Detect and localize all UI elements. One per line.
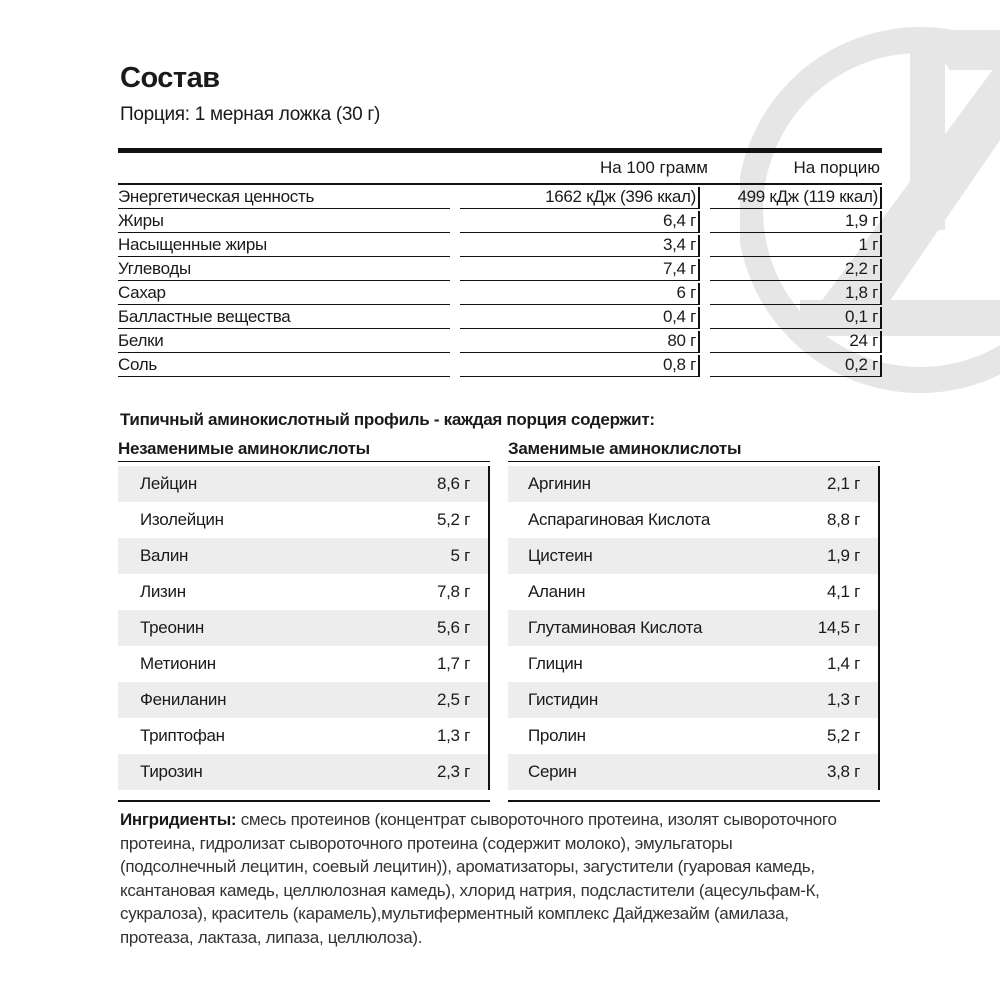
nutrient-name: Энергетическая ценность	[118, 187, 450, 209]
amino-name: Фениланин	[140, 690, 227, 709]
amino-value: 2,3 г	[436, 762, 470, 781]
amino-value: 1,3 г	[826, 690, 860, 709]
nutrient-per100: 6 г	[460, 283, 700, 305]
amino-value: 8,6 г	[436, 474, 470, 493]
amino-value: 7,8 г	[436, 582, 470, 601]
essential-amino-list	[118, 466, 490, 790]
amino-name: Серин	[528, 762, 577, 781]
table-bottom-rule	[508, 800, 880, 802]
nutrient-per100: 0,4 г	[460, 307, 700, 329]
table-row	[118, 209, 882, 233]
nutrient-serving: 1 г	[710, 235, 882, 257]
ingredients-paragraph	[120, 808, 840, 949]
table-bottom-rule	[118, 800, 490, 802]
nonessential-amino-title: Заменимые аминоклислоты	[508, 436, 880, 462]
amino-name: Лизин	[140, 582, 186, 601]
list-item	[118, 502, 488, 538]
nutrient-per100: 0,8 г	[460, 355, 700, 377]
nutrient-per100: 3,4 г	[460, 235, 700, 257]
nutrient-per100: 7,4 г	[460, 259, 700, 281]
list-item	[118, 466, 488, 502]
amino-name: Гистидин	[528, 690, 598, 709]
amino-profile-title: Типичный аминокислотный профиль - каждая порция содержит:	[120, 410, 655, 429]
table-row	[118, 257, 882, 281]
nutrient-serving: 24 г	[710, 331, 882, 353]
nutrient-per100: 6,4 г	[460, 211, 700, 233]
amino-value: 1,4 г	[826, 654, 860, 673]
amino-name: Треонин	[140, 618, 204, 637]
list-item	[508, 718, 878, 754]
essential-amino-title: Незаменимые аминоклислоты	[118, 436, 490, 462]
list-item	[508, 574, 878, 610]
nutrient-serving: 2,2 г	[710, 259, 882, 281]
nutrient-serving: 1,8 г	[710, 283, 882, 305]
amino-value: 1,9 г	[826, 546, 860, 565]
amino-value: 2,5 г	[436, 690, 470, 709]
amino-value: 3,8 г	[826, 762, 860, 781]
amino-value: 5,2 г	[826, 726, 860, 745]
ingredients-label: Ингридиенты:	[120, 810, 237, 829]
amino-name: Тирозин	[140, 762, 203, 781]
nutrient-name: Соль	[118, 355, 450, 377]
table-row	[118, 329, 882, 353]
table-row	[118, 185, 882, 209]
amino-name: Изолейцин	[140, 510, 224, 529]
amino-name: Глутаминовая Кислота	[528, 618, 703, 637]
table-row	[118, 305, 882, 329]
list-item	[508, 754, 878, 790]
amino-value: 5 г	[450, 546, 470, 565]
amino-value: 8,8 г	[826, 510, 860, 529]
amino-name: Пролин	[528, 726, 586, 745]
amino-name: Аспарагиновая Кислота	[528, 510, 711, 529]
header-per100: На 100 грамм	[599, 158, 708, 177]
nutrition-table	[118, 148, 882, 377]
list-item	[508, 682, 878, 718]
nutrient-name: Жиры	[118, 211, 450, 233]
amino-value: 1,7 г	[436, 654, 470, 673]
list-item	[118, 646, 488, 682]
nutrient-name: Белки	[118, 331, 450, 353]
amino-value: 14,5 г	[817, 618, 860, 637]
amino-name: Аргинин	[528, 474, 591, 493]
nutrient-name: Балластные вещества	[118, 307, 450, 329]
ingredients-text: смесь протеинов (концентрат сывороточного протеина, изолят сывороточного протеина, гидролизат сывороточного протеина (содержит молоко), эмульгаторы (подсолнечный лецитин, соевый лецитин)), ароматизаторы, загустители (гуаровая камедь, ксантановая камедь, целлюлозная камедь), хлорид натрия, подсластители (ацесульфам-К, сукралоза), краситель (карамель),мультиферментный комплекс Дайджезайм (амилаза, протеаза, лактаза, липаза, целлюлоза).	[120, 810, 837, 947]
amino-value: 1,3 г	[436, 726, 470, 745]
list-item	[118, 682, 488, 718]
amino-name: Триптофан	[140, 726, 225, 745]
table-row	[118, 233, 882, 257]
table-row	[118, 281, 882, 305]
nutrient-serving: 0,2 г	[710, 355, 882, 377]
nutrient-name: Насыщенные жиры	[118, 235, 450, 257]
amino-value: 2,1 г	[826, 474, 860, 493]
nonessential-amino-list	[508, 466, 880, 790]
amino-name: Метионин	[140, 654, 216, 673]
list-item	[118, 718, 488, 754]
page-title: Состав	[120, 62, 220, 94]
header-serving: На порцию	[793, 158, 880, 177]
nutrient-serving: 0,1 г	[710, 307, 882, 329]
list-item	[508, 502, 878, 538]
list-item	[508, 610, 878, 646]
amino-value: 4,1 г	[826, 582, 860, 601]
table-row	[118, 353, 882, 377]
amino-name: Валин	[140, 546, 189, 565]
nutrition-header	[118, 153, 882, 185]
nutrient-serving: 499 кДж (119 ккал)	[710, 187, 882, 209]
amino-name: Цистеин	[528, 546, 593, 565]
essential-amino-table	[118, 436, 490, 802]
nutrient-per100: 80 г	[460, 331, 700, 353]
list-item	[508, 538, 878, 574]
nutrient-name: Углеводы	[118, 259, 450, 281]
amino-name: Аланин	[528, 582, 586, 601]
serving-size: Порция: 1 мерная ложка (30 г)	[120, 104, 381, 125]
amino-value: 5,2 г	[436, 510, 470, 529]
list-item	[118, 538, 488, 574]
amino-value: 5,6 г	[436, 618, 470, 637]
amino-name: Глицин	[528, 654, 583, 673]
list-item	[118, 754, 488, 790]
nutrient-serving: 1,9 г	[710, 211, 882, 233]
nutrient-name: Сахар	[118, 283, 450, 305]
nutrition-rows	[118, 185, 882, 377]
list-item	[508, 646, 878, 682]
nutrient-per100: 1662 кДж (396 ккал)	[460, 187, 700, 209]
nonessential-amino-table	[508, 436, 880, 802]
list-item	[118, 574, 488, 610]
amino-name: Лейцин	[140, 474, 197, 493]
list-item	[118, 610, 488, 646]
list-item	[508, 466, 878, 502]
